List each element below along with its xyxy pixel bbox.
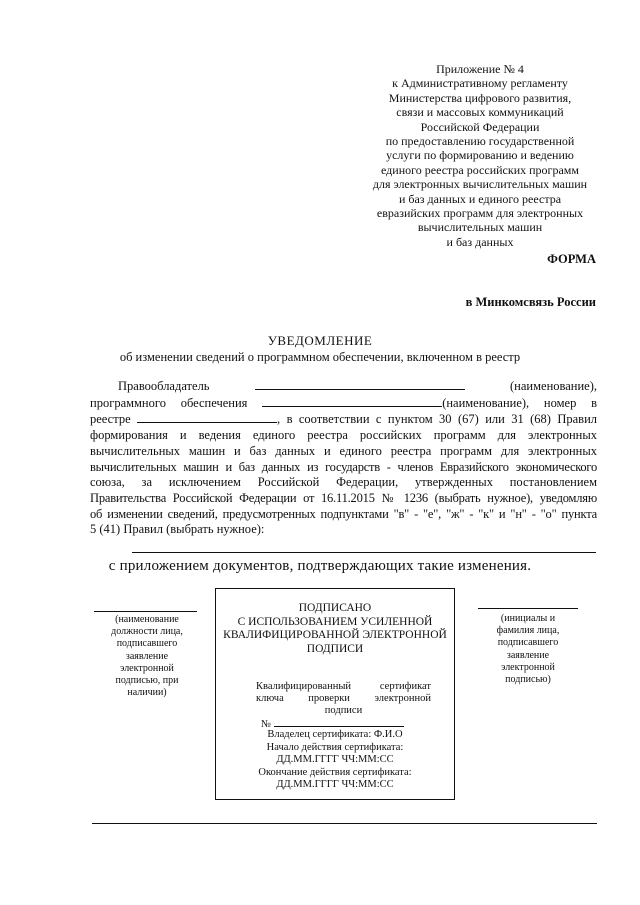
bottom-rule	[92, 823, 597, 824]
validity-start-value: ДД.ММ.ГГГГ ЧЧ:ММ:СС	[276, 754, 394, 766]
registry-number-field[interactable]	[137, 411, 277, 423]
validity-end-label: Окончание действия сертификата:	[258, 766, 412, 778]
notice-body	[90, 378, 597, 538]
certificate-owner: Владелец сертификата: Ф.И.О	[267, 729, 403, 740]
name-signature-line[interactable]	[478, 608, 578, 609]
body-line-6: вычислительных машин и баз данных из государств - членов Евразийского экономического	[90, 459, 597, 474]
stamp-heading: ПОДПИСАНО С ИСПОЛЬЗОВАНИЕМ УСИЛЕННОЙ КВАЛИФИЦИРОВАННОЙ ЭЛЕКТРОННОЙ ПОДПИСИ	[223, 602, 447, 655]
changes-field-line[interactable]	[132, 552, 596, 553]
position-caption: (наименование должности лица, подписавшего заявление электронной подписью, при наличии)	[111, 614, 183, 699]
header-line: связи и массовых коммуникаций	[396, 105, 564, 120]
addressee: в Минкомсвязь России	[465, 295, 596, 309]
electronic-signature-stamp	[215, 588, 455, 800]
body-line-10: 5 (41) Правил (выбрать нужное):	[90, 522, 265, 537]
header-line: для электронных вычислительных машин	[372, 177, 588, 192]
header-line: Российской Федерации	[420, 119, 540, 134]
header-line: Министерства цифрового развития,	[388, 90, 572, 105]
body-line-7: союза, за исключением Российской Федерации, утвержденных постановлением	[90, 475, 597, 490]
validity-start-label: Начало действия сертификата:	[266, 741, 404, 753]
body-line-9: об изменении сведений, предусмотренных подпунктами "в" - "е", "ж" - "к" и "н" - "о" пункта	[90, 506, 597, 521]
appendix-header	[340, 62, 620, 249]
form-label: ФОРМА	[547, 252, 596, 266]
name-caption: (инициалы и фамилия лица, подписавшего заявление электронной подписью)	[496, 613, 560, 686]
header-line: и баз данных	[446, 234, 514, 249]
position-signature-line[interactable]	[94, 611, 197, 612]
certificate-details	[216, 729, 454, 792]
header-line: к Административному регламенту	[392, 76, 568, 91]
body-line-4: формирования и ведения единого реестра российских программ для электронных	[90, 428, 597, 443]
document-title: УВЕДОМЛЕНИЕ	[267, 333, 373, 348]
header-line: вычислительных машин	[417, 220, 543, 235]
body-line-3: реестре , в соответствии с пунктом 30 (67) или 31 (68) Правил	[90, 412, 598, 427]
validity-end-value: ДД.ММ.ГГГГ ЧЧ:ММ:СС	[276, 779, 394, 791]
body-line-5: вычислительных машин и баз данных и единого реестра программ для электронных	[90, 443, 597, 458]
body-line-2: программного обеспечения (наименование), номер в	[90, 395, 597, 410]
header-line: Приложение № 4	[436, 62, 524, 76]
document-subtitle: об изменении сведений о программном обеспечении, включенном в реестр	[119, 350, 521, 364]
certificate-number-field[interactable]	[274, 717, 404, 727]
certificate-number: №	[261, 717, 404, 730]
header-line: по предоставлению государственной	[385, 134, 575, 149]
header-line: единого реестра российских программ	[381, 162, 579, 177]
body-line-1: Правообладатель (наименование),	[118, 379, 598, 393]
rightholder-name-field[interactable]	[255, 378, 465, 390]
body-line-8: Правительства Российской Федерации от 16.11.2015 № 1236 (выбрать нужное), уведомляю	[90, 490, 597, 505]
certificate-text: Квалифицированный сертификат ключа проверки электронной подписи	[256, 681, 431, 717]
header-line: и баз данных и единого реестра	[398, 191, 562, 206]
attachment-note: с приложением документов, подтверждающих такие изменения.	[108, 558, 532, 574]
header-line: евразийских программ для электронных	[376, 206, 584, 221]
header-line: услуги по формированию и ведению	[386, 148, 574, 163]
software-name-field[interactable]	[262, 395, 442, 407]
